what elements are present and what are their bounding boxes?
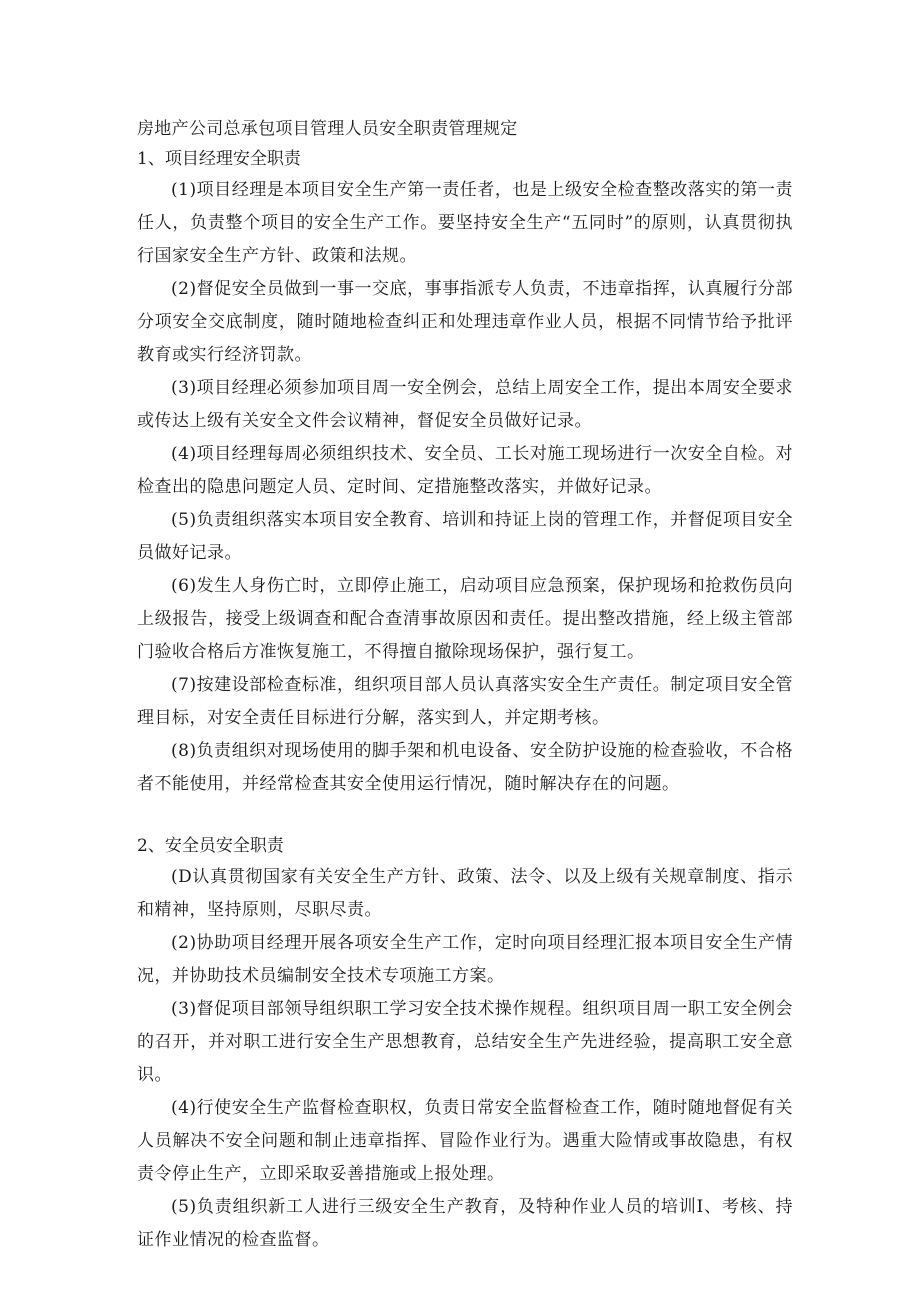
section-heading: 1、项目经理安全职责 bbox=[137, 149, 301, 169]
paragraph: (6)发生人身伤亡时，立即停止施工，启动项目应急预案，保护现场和抢救伤员向上级报告，接受上级调查和配合查清事故原因和责任。提出整改措施，经上级主管部门验收合格后方准恢复施工，不得擅自撤除现场保护，强行复工。 bbox=[137, 576, 793, 662]
paragraph: (5)负责组织新工人进行三级安全生产教育，及特种作业人员的培训I、考核、持证作业情况的检查监督。 bbox=[137, 1197, 793, 1250]
paragraph: (1)项目经理是本项目安全生产第一责任者，也是上级安全检查整改落实的第一责任人，负责整个项目的安全生产工作。要坚持安全生产“五同时”的原则，认真贯彻执行国家安全生产方针、政策和法规。 bbox=[137, 180, 793, 266]
paragraph: (3)督促项目部领导组织职工学习安全技术操作规程。组织项目周一职工安全例会的召开，并对职工进行安全生产思想教育，总结安全生产先进经验，提高职工安全意识。 bbox=[137, 999, 793, 1085]
paragraph: (D认真贯彻国家有关安全生产方针、政策、法令、以及上级有关规章制度、指示和精神，坚持原则，尽职尽责。 bbox=[137, 867, 793, 920]
paragraph: (5)负责组织落实本项目安全教育、培训和持证上岗的管理工作，并督促项目安全员做好记录。 bbox=[137, 510, 793, 563]
paragraph: (7)按建设部检查标准，组织项目部人员认真落实安全生产责任。制定项目安全管理目标，对安全责任目标进行分解，落实到人，并定期考核。 bbox=[137, 675, 793, 728]
paragraph: (4)项目经理每周必须组织技术、安全员、工长对施工现场进行一次安全自检。对检查出的隐患问题定人员、定时间、定措施整改落实，并做好记录。 bbox=[137, 444, 793, 497]
paragraph: (2)协助项目经理开展各项安全生产工作，定时向项目经理汇报本项目安全生产情况，并协助技术员编制安全技术专项施工方案。 bbox=[137, 933, 793, 986]
paragraph: (3)项目经理必须参加项目周一安全例会，总结上周安全工作，提出本周安全要求或传达上级有关安全文件会议精神，督促安全员做好记录。 bbox=[137, 378, 793, 431]
paragraph: (8)负责组织对现场使用的脚手架和机电设备、安全防护设施的检查验收，不合格者不能使用，并经常检查其安全使用运行情况，随时解决存在的问题。 bbox=[137, 741, 793, 794]
section-heading: 2、安全员安全职责 bbox=[137, 836, 284, 856]
section-safety-officer bbox=[137, 831, 793, 1257]
paragraph: (4)行使安全生产监督检查职权，负责日常安全监督检查工作，随时随地督促有关人员解决不安全问题和制止违章指挥、冒险作业行为。遇重大险情或事故隐患，有权责令停止生产，立即采取妥善措施或上报处理。 bbox=[137, 1098, 793, 1184]
section-project-manager bbox=[137, 144, 793, 801]
paragraph: (2)督促安全员做到一事一交底，事事指派专人负责，不违章指挥，认真履行分部分项安全交底制度，随时随地检查纠正和处理违章作业人员，根据不同情节给予批评教育或实行经济罚款。 bbox=[137, 279, 793, 365]
document-title: 房地产公司总承包项目管理人员安全职责管理规定 bbox=[137, 119, 518, 139]
document-page bbox=[137, 114, 793, 1257]
